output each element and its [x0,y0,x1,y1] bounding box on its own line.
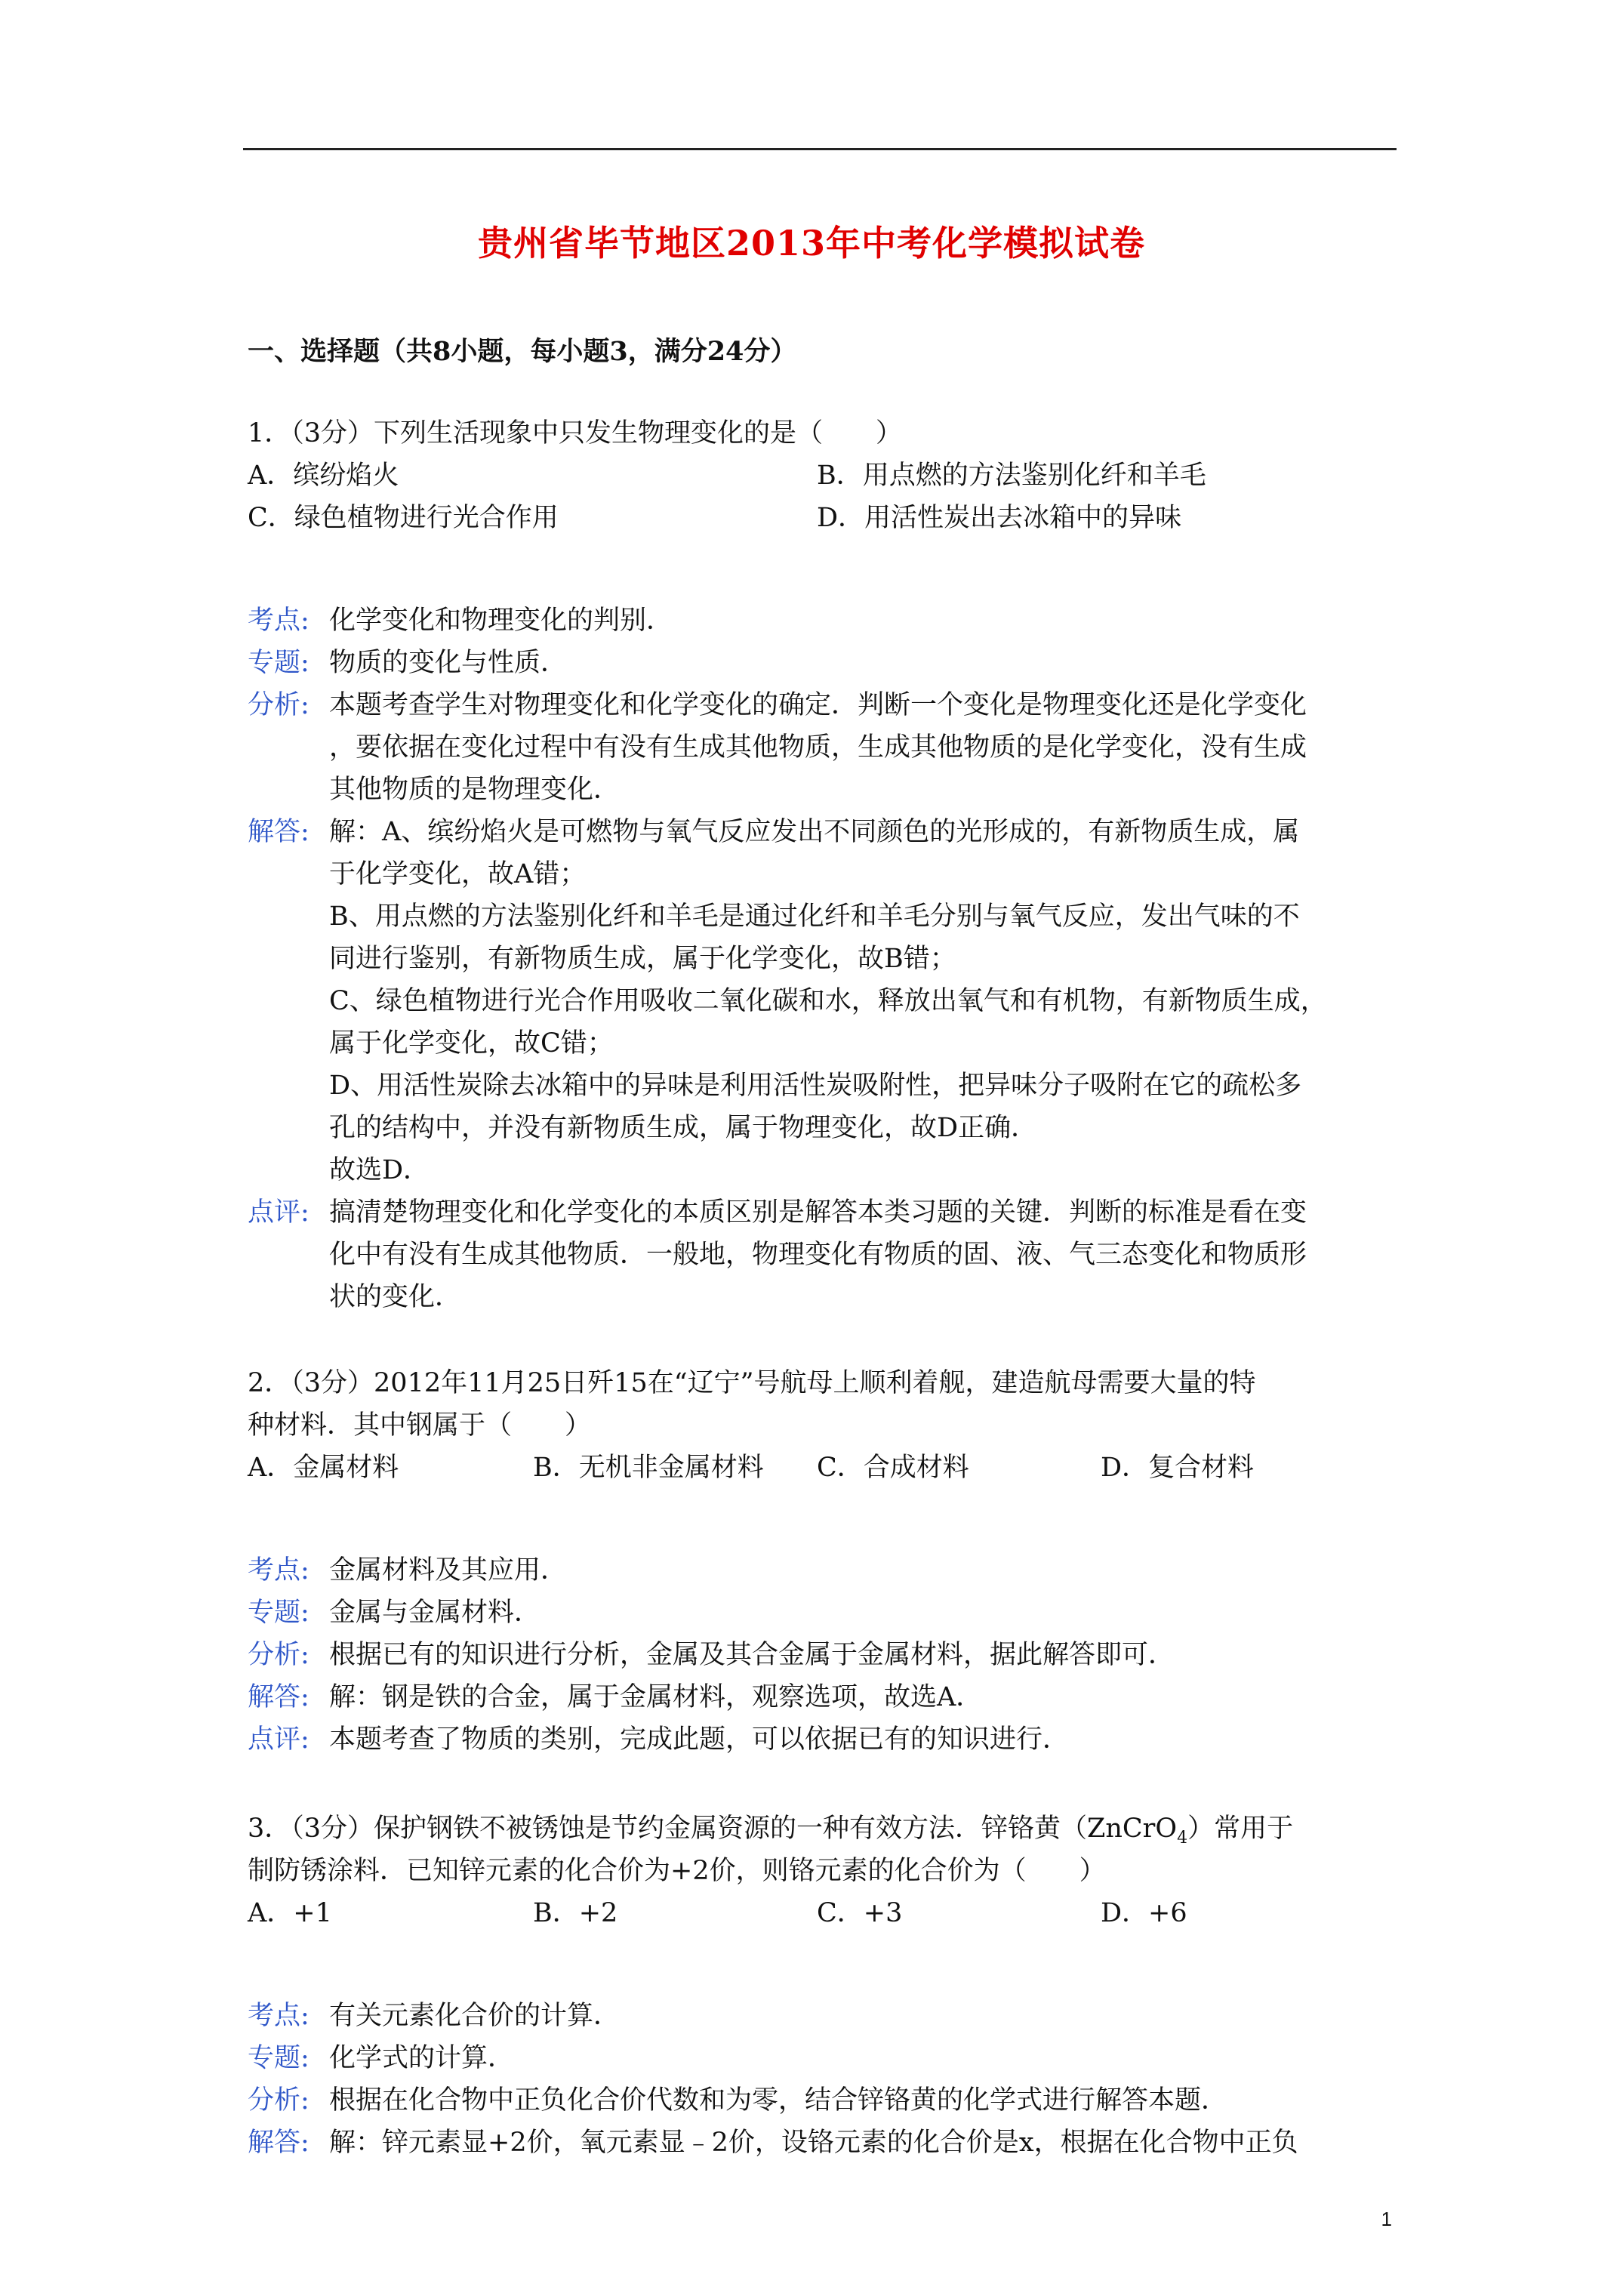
page-number: 1 [1381,2208,1392,2230]
q1-jieda-line: 解：A、缤纷焰火是可燃物与氧气反应发出不同颜色的光形成的，有新物质生成，属 [329,817,1300,847]
q3-option-c: C．+3 [817,1898,903,1928]
q1-dianping-label: 点评: [248,1197,310,1228]
q2-zhuanti-text: 金属与金属材料． [329,1598,541,1628]
q1-dianping-line: 搞清楚物理变化和化学变化的本质区别是解答本类习题的关键．判断的标准是看在变 [329,1197,1307,1228]
q2-jieda-text: 解：钢是铁的合金，属于金属材料，观察选项，故选A． [329,1682,983,1712]
q3-kaodian-label: 考点: [248,2001,310,2031]
q2-dianping-text: 本题考查了物质的类别，完成此题，可以依据已有的知识进行． [329,1724,1070,1755]
q1-kaodian-label: 考点: [248,606,310,636]
q1-jieda-line: 同进行鉴别，有新物质生成，属于化学变化，故B错； [329,944,956,974]
q1-kaodian-text: 化学变化和物理变化的判别． [329,606,673,636]
section-heading: 一、选择题（共8小题，每小题3，满分24分） [248,336,797,367]
q1-jieda-line: 故选D． [329,1155,430,1185]
q2-kaodian-label: 考点: [248,1555,310,1586]
q3-stem-line: 制防锈涂料．已知锌元素的化合价为+2价，则铬元素的化合价为（ ） [248,1856,1106,1886]
q1-stem: 1．（3分）下列生活现象中只发生物理变化的是（ ） [248,418,903,448]
q3-option-d: D．+6 [1101,1898,1187,1928]
q3-subscript: 4 [1177,1829,1188,1848]
q1-fenxi-line: ，要依据在变化过程中有没有生成其他物质，生成其他物质的是化学变化，没有生成 [329,732,1307,763]
header-rule [243,148,1397,150]
q3-jieda-text: 解：锌元素显+2价，氧元素显﹣2价，设铬元素的化合价是x，根据在化合物中正负 [329,2128,1298,2158]
q3-kaodian-text: 有关元素化合价的计算． [329,2001,621,2031]
q3-option-a: A．+1 [248,1898,332,1928]
q2-option-b: B．无机非金属材料 [533,1453,764,1483]
q2-fenxi-text: 根据已有的知识进行分析，金属及其合金属于金属材料，据此解答即可． [329,1640,1175,1670]
q1-option-b: B．用点燃的方法鉴别化纤和羊毛 [817,461,1206,491]
q2-stem-line: 种材料．其中钢属于（ ） [248,1410,592,1441]
q1-fenxi-line: 其他物质的是物理变化． [329,775,621,805]
q2-option-a: A．金属材料 [248,1453,399,1483]
q1-option-a: A．缤纷焰火 [248,461,399,491]
q3-option-b: B．+2 [533,1898,618,1928]
q2-stem-line: 2．（3分）2012年11月25日歼15在“辽宁”号航母上顺利着舰，建造航母需要大量的特 [248,1368,1256,1398]
q3-stem-line: 3．（3分）保护钢铁不被锈蚀是节约金属资源的一种有效方法．锌铬黄（ZnCrO$_4$）常用于 [248,1814,1294,1848]
q1-fenxi-label: 分析: [248,690,310,720]
q2-option-c: C．合成材料 [817,1453,969,1483]
q3-zhuanti-label: 专题: [248,2043,310,2073]
q2-zhuanti-label: 专题: [248,1598,310,1628]
q1-jieda-line: D、用活性炭除去冰箱中的异味是利用活性炭吸附性，把异味分子吸附在它的疏松多 [329,1071,1302,1101]
q2-fenxi-label: 分析: [248,1640,310,1670]
q2-dianping-label: 点评: [248,1724,310,1755]
q1-jieda-line: C、绿色植物进行光合作用吸收二氧化碳和水，释放出氧气和有机物，有新物质生成， [329,986,1327,1016]
q2-option-d: D．复合材料 [1101,1453,1255,1483]
q3-fenxi-label: 分析: [248,2085,310,2116]
q1-jieda-line: B、用点燃的方法鉴别化纤和羊毛是通过化纤和羊毛分别与氧气反应，发出气味的不 [329,901,1300,932]
q1-dianping-line: 状的变化． [329,1282,462,1312]
q1-jieda-line: 属于化学变化，故C错； [329,1028,614,1059]
q3-zhuanti-text: 化学式的计算． [329,2043,515,2073]
q3-jieda-label: 解答: [248,2128,310,2158]
q1-jieda-line: 于化学变化，故A错； [329,859,587,889]
q1-jieda-label: 解答: [248,817,310,847]
q2-jieda-label: 解答: [248,1682,310,1712]
q1-option-c: C．绿色植物进行光合作用 [248,503,559,533]
q1-zhuanti-label: 专题: [248,648,310,678]
exam-title: 贵州省毕节地区2013年中考化学模拟试卷 [477,223,1146,264]
q1-jieda-line: 孔的结构中，并没有新物质生成，属于物理变化，故D正确． [329,1113,1038,1143]
q2-kaodian-text: 金属材料及其应用． [329,1555,568,1586]
q1-dianping-line: 化中有没有生成其他物质．一般地，物理变化有物质的固、液、气三态变化和物质形 [329,1240,1307,1270]
q1-zhuanti-text: 物质的变化与性质． [329,648,568,678]
q1-option-d: D．用活性炭出去冰箱中的异味 [817,503,1182,533]
q3-fenxi-text: 根据在化合物中正负化合价代数和为零，结合锌铬黄的化学式进行解答本题． [329,2085,1228,2116]
q1-fenxi-line: 本题考查学生对物理变化和化学变化的确定．判断一个变化是物理变化还是化学变化 [329,690,1307,720]
